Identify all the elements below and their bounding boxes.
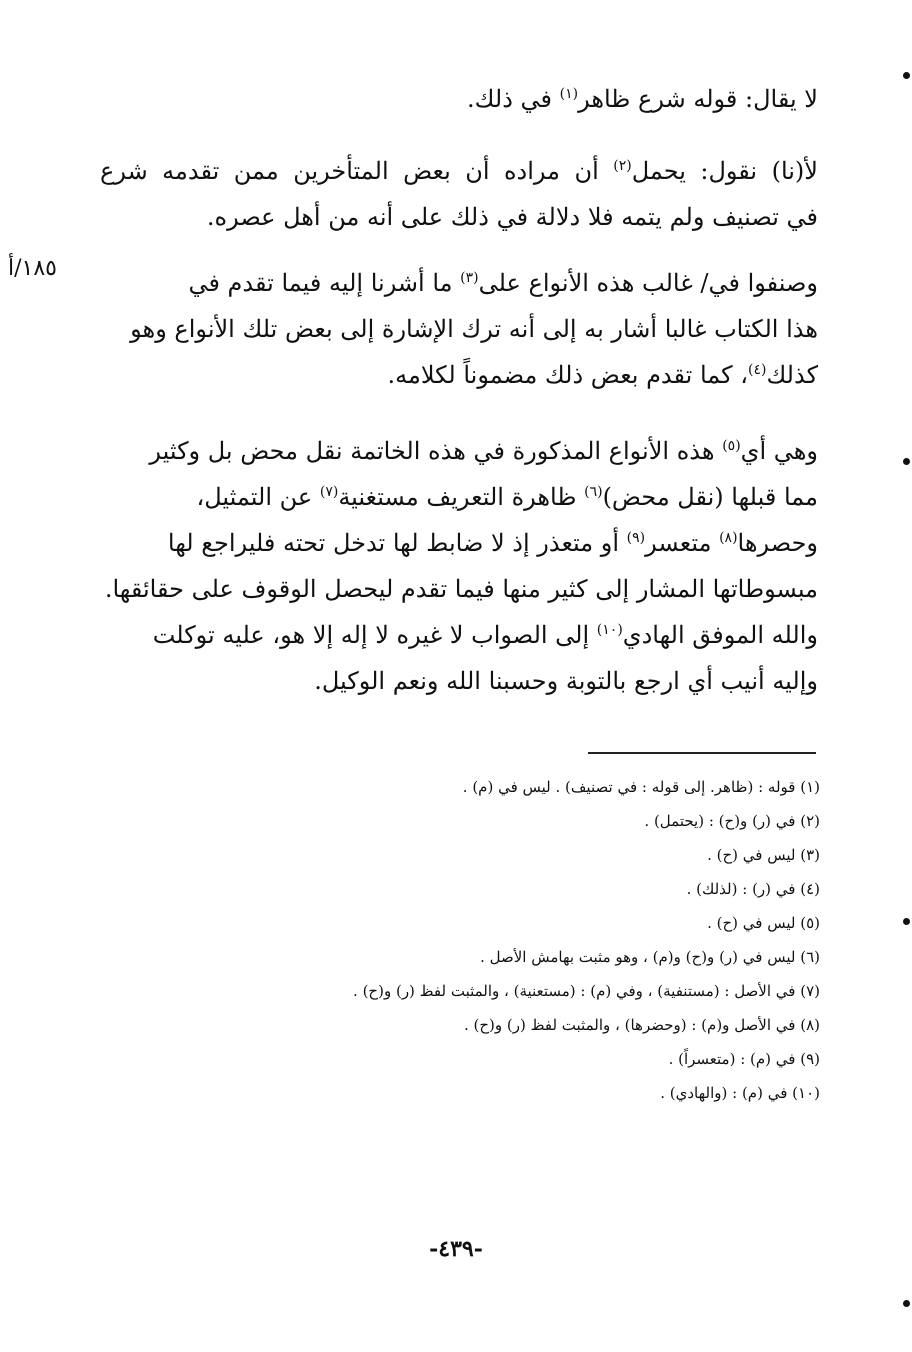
line-text: متعسر [645,529,720,557]
footnote-ref[interactable]: (١) [559,86,579,102]
footnote-ref[interactable]: (٦) [584,484,603,500]
footnote-ref[interactable]: (٨) [719,530,738,546]
line-text: إلى الصواب لا غيره لا إله إلا هو، عليه توكلت [152,621,597,649]
paragraph-4 [100,428,818,704]
text-line [100,566,818,612]
paragraph-3 [100,260,818,398]
footnote-ref[interactable]: (٤) [747,362,767,378]
text-line [100,520,818,566]
text-line [100,76,818,122]
text-line [100,260,818,306]
paragraph-1 [100,76,818,122]
footnote-6: (٦) ليس في (ر) و(ح) و(م) ، وهو مثبت بهامش الأصل . [480,948,820,966]
line-text: هذا الكتاب غالبا أشار به إلى أنه ترك الإشارة إلى بعض تلك الأنواع وهو [130,315,818,343]
line-text: لأ(نا) نقول: يحمل [631,157,818,185]
text-line [100,306,818,352]
paragraph-2 [100,148,818,240]
line-text: عن التمثيل، [196,483,320,511]
footnote-3: (٣) ليس في (ح) . [707,846,820,864]
line-text: لا يقال: قوله شرع ظاهر [578,85,818,113]
line-text: مما قبلها (نقل محض) [602,483,818,511]
margin-folio-note: ١٨٥/أ [8,256,57,281]
footnote-ref[interactable]: (١٠) [596,622,623,638]
line-text: والله الموفق الهادي [622,621,818,649]
footnote-separator [588,752,816,754]
footnote-8: (٨) في الأصل و(م) : (وحضرها) ، والمثبت لفظ (ر) و(ح) . [463,1016,820,1034]
text-line [100,148,818,194]
line-text: ظاهرة التعريف مستغنية [338,483,585,511]
scan-dot-mark [903,72,910,79]
scan-dot-mark [903,918,910,925]
line-text: أن مراده أن بعض المتأخرين ممن تقدمه شرع [100,157,614,185]
footnote-ref[interactable]: (٩) [626,530,646,546]
footnotes-list [200,770,820,1110]
text-line [100,658,818,704]
text-line [100,474,818,520]
footnote-2: (٢) في (ر) و(ح) : (يحتمل) . [644,812,820,830]
line-text: في تصنيف ولم يتمه فلا دلالة في ذلك على أنه من أهل عصره. [206,203,818,231]
line-text: وهي أي [740,437,818,465]
scan-dot-mark [903,1300,910,1307]
line-text: وصنفوا في/ غالب هذه الأنواع على [478,269,818,297]
footnote-ref[interactable]: (٢) [613,158,632,174]
footnote-ref[interactable]: (٥) [722,438,741,454]
text-line [100,612,818,658]
line-text: ، كما تقدم بعض ذلك مضموناً لكلامه. [387,361,748,389]
line-text: ما أشرنا إليه فيما تقدم في [188,269,461,297]
footnote-10: (١٠) في (م) : (والهادي) . [660,1084,820,1102]
footnote-7: (٧) في الأصل : (مستنفية) ، وفي (م) : (مستعنية) ، والمثبت لفظ (ر) و(ح) . [353,982,820,1000]
line-text: وإليه أنيب أي ارجع بالتوبة وحسبنا الله ونعم الوكيل. [314,667,818,695]
footnote-4: (٤) في (ر) : (لذلك) . [686,880,820,898]
line-text: أو متعذر إذ لا ضابط لها تدخل تحته فليراجع لها [167,529,627,557]
footnote-5: (٥) ليس في (ح) . [707,914,820,932]
line-text: وحصرها [737,529,818,557]
page-number: -٤٣٩- [429,1236,483,1262]
footnote-9: (٩) في (م) : (متعسراً) . [668,1050,820,1068]
scan-dot-mark [903,458,910,465]
text-line [100,428,818,474]
text-line [100,352,818,398]
footnote-ref[interactable]: (٧) [319,484,339,500]
footnote-ref[interactable]: (٣) [460,270,479,286]
text-line [100,194,818,240]
line-text: مبسوطاتها المشار إلى كثير منها فيما تقدم ليحصل الوقوف على حقائقها. [104,575,818,603]
line-text: في ذلك. [467,85,560,113]
footnote-1: (١) قوله : (ظاهر. إلى قوله : في تصنيف) . ليس في (م) . [462,778,820,796]
line-text: كذلك [766,361,818,389]
line-text: هذه الأنواع المذكورة في هذه الخاتمة نقل محض بل وكثير [149,437,723,465]
